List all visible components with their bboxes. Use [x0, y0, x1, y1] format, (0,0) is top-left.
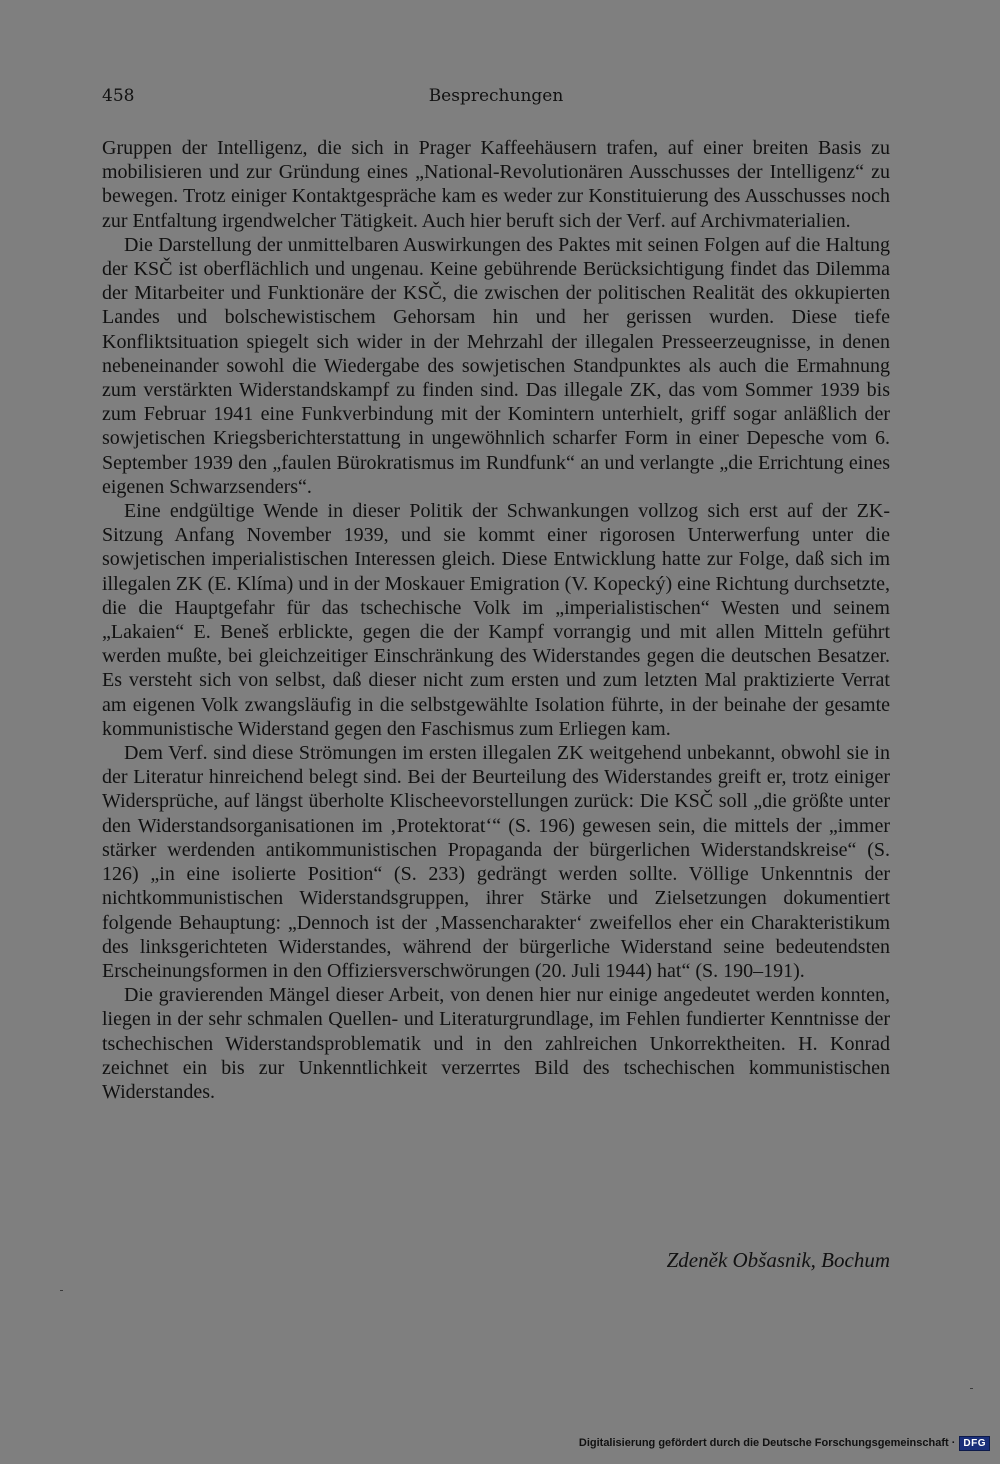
scan-speck — [60, 1290, 63, 1291]
funding-notice: Digitalisierung gefördert durch die Deutsche Forschungsgemeinschaft · — [578, 1437, 956, 1449]
page-number: 458 — [102, 86, 135, 106]
digitization-footer — [579, 1434, 990, 1452]
paragraph: Die gravierenden Mängel dieser Arbeit, von denen hier nur einige angedeutet werden konnten, liegen in der sehr schmalen Quellen- und Literaturgrundlage, im Fehlen fundierter Kenntnisse der tschechischen Widerstandsproblematik und in den zahlreichen Unkorrektheiten. H. Konrad zeichnet ein bis zur Unkenntlichkeit verzerrtes Bild des tschechischen kommunistischen Widerstandes. — [102, 984, 890, 1103]
paragraph: Die Darstellung der unmittelbaren Auswirkungen des Paktes mit seinen Folgen auf die Haltung der KSČ ist oberflächlich und ungenau. Keine gebührende Berücksichtigung findet das Dilemma der Mitarbeiter und Funktionäre der KSČ, die zwischen der politischen Realität des okkupierten Landes und bolschewistischem Gehorsam hin und her gerissen wurden. Diese tiefe Konfliktsituation spiegelt sich wider in der Mehrzahl der illegalen Presseerzeugnisse, in denen nebeneinander sowohl die Wiedergabe des sowjetischen Standpunktes als auch die Ermahnung zum verstärkten Widerstandskampf zu finden sind. Das illegale ZK, das vom Sommer 1939 bis zum Februar 1941 eine Funkverbindung mit der Komintern unterhielt, griff sogar anläßlich der sowjetischen Kriegsberichterstattung in ungewöhnlich scharfer Form in einer Depesche vom 6. September 1939 den „faulen Bürokratismus im Rundfunk“ an und verlangte „die Errichtung eines eigenen Schwarzsenders“. — [102, 233, 890, 498]
paragraph-continuation: Gruppen der Intelligenz, die sich in Prager Kaffeehäusern trafen, auf einer breiten Basis zu mobilisieren und zur Gründung eines „National-Revolutionären Ausschusses der Intelligenz“ zu bewegen. Trotz einiger Kontaktgespräche kam es weder zur Konstituierung des Ausschusses noch zur Entfaltung irgendwelcher Tätigkeit. Auch hier beruft sich der Verf. auf Archivmaterialien. — [102, 137, 890, 232]
author-signature: Zdeněk Obšasnik, Bochum — [666, 1248, 890, 1272]
running-head — [102, 86, 890, 114]
body-text — [102, 136, 890, 1104]
dfg-logo-icon: DFG — [959, 1436, 990, 1451]
running-title: Besprechungen — [428, 86, 564, 106]
scan-speck — [970, 1388, 973, 1389]
paragraph: Dem Verf. sind diese Strömungen im ersten illegalen ZK weitgehend unbekannt, obwohl sie in der Literatur hinreichend belegt sind. Bei der Beurteilung des Widerstandes greift er, trotz einiger Widersprüche, auf längst überholte Klischeevorstellungen zurück: Die KSČ soll „die größte unter den Widerstandsorganisationen im ‚Protektorat‘“ (S. 196) gewesen sein, die mittels der „immer stärker werdenden antikommunistischen Propaganda der bürgerlichen Widerstandskreise“ (S. 126) „in eine isolierte Position“ (S. 233) gedrängt werden sollte. Völlige Unkenntnis der nichtkommunistischen Widerstandsgruppen, ihrer Stärke und Zielsetzungen dokumentiert folgende Behauptung: „Dennoch ist der ‚Massencharakter‘ zweifellos eher ein Charakteristikum des linksgerichteten Widerstandes, während der bürgerliche Widerstand seine bedeutendsten Erscheinungsformen in den Offiziersverschwörungen (20. Juli 1944) hat“ (S. 190–191). — [102, 742, 890, 982]
paragraph: Eine endgültige Wende in dieser Politik der Schwankungen vollzog sich erst auf der ZK-Sitzung Anfang November 1939, und sie kommt einer rigorosen Unterwerfung unter die sowjetischen imperialistischen Interessen gleich. Diese Entwicklung hatte zur Folge, daß sich im illegalen ZK (E. Klíma) und in der Moskauer Emigration (V. Kopecký) eine Richtung durchsetzte, die die Hauptgefahr für das tschechische Volk im „imperialistischen“ Westen und seinem „Lakaien“ E. Beneš erblickte, gegen die der Kampf vorrangig und mit allen Mitteln geführt werden mußte, bei gleichzeitiger Einschränkung des Widerstandes gegen die deutschen Besatzer. Es versteht sich von selbst, daß dieser nicht zum ersten und zum letzten Mal praktizierte Verrat am eigenen Volk zwangsläufig in die selbstgewählte Isolation führte, in der beinahe der gesamte kommunistische Widerstand gegen den Faschismus zum Erliegen kam. — [102, 500, 890, 740]
